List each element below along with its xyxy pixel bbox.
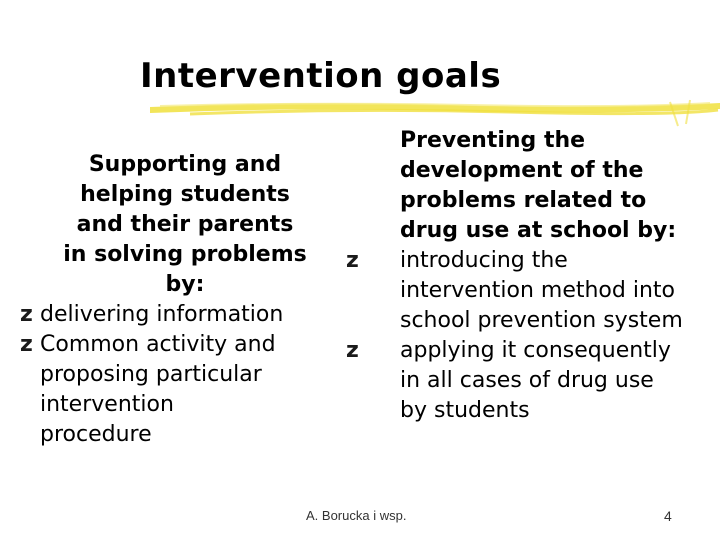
right-bullet-1: z introducing the intervention method into school prevention system [346, 248, 683, 333]
right-column [346, 126, 720, 426]
right-heading: Preventing the development of the problems related to drug use at school by: [400, 128, 677, 243]
slide-title: Intervention goals [140, 56, 502, 96]
left-bullet-2: z Common activity and proposing particular intervention procedure [20, 332, 276, 447]
page-number: 4 [664, 508, 672, 524]
z-bullet-icon: z [20, 302, 33, 327]
left-bullet-1: z delivering information [20, 300, 350, 330]
left-column [20, 150, 350, 450]
z-bullet-icon: z [20, 332, 33, 357]
right-bullet-2: z applying it consequently in all cases of drug use by students [346, 338, 671, 423]
z-bullet-icon: z [346, 248, 359, 273]
slide-footer: A. Borucka i wsp. [306, 508, 407, 523]
z-bullet-icon: z [346, 338, 359, 363]
left-heading: Supporting and helping students and their parents in solving problems by: [63, 152, 307, 297]
